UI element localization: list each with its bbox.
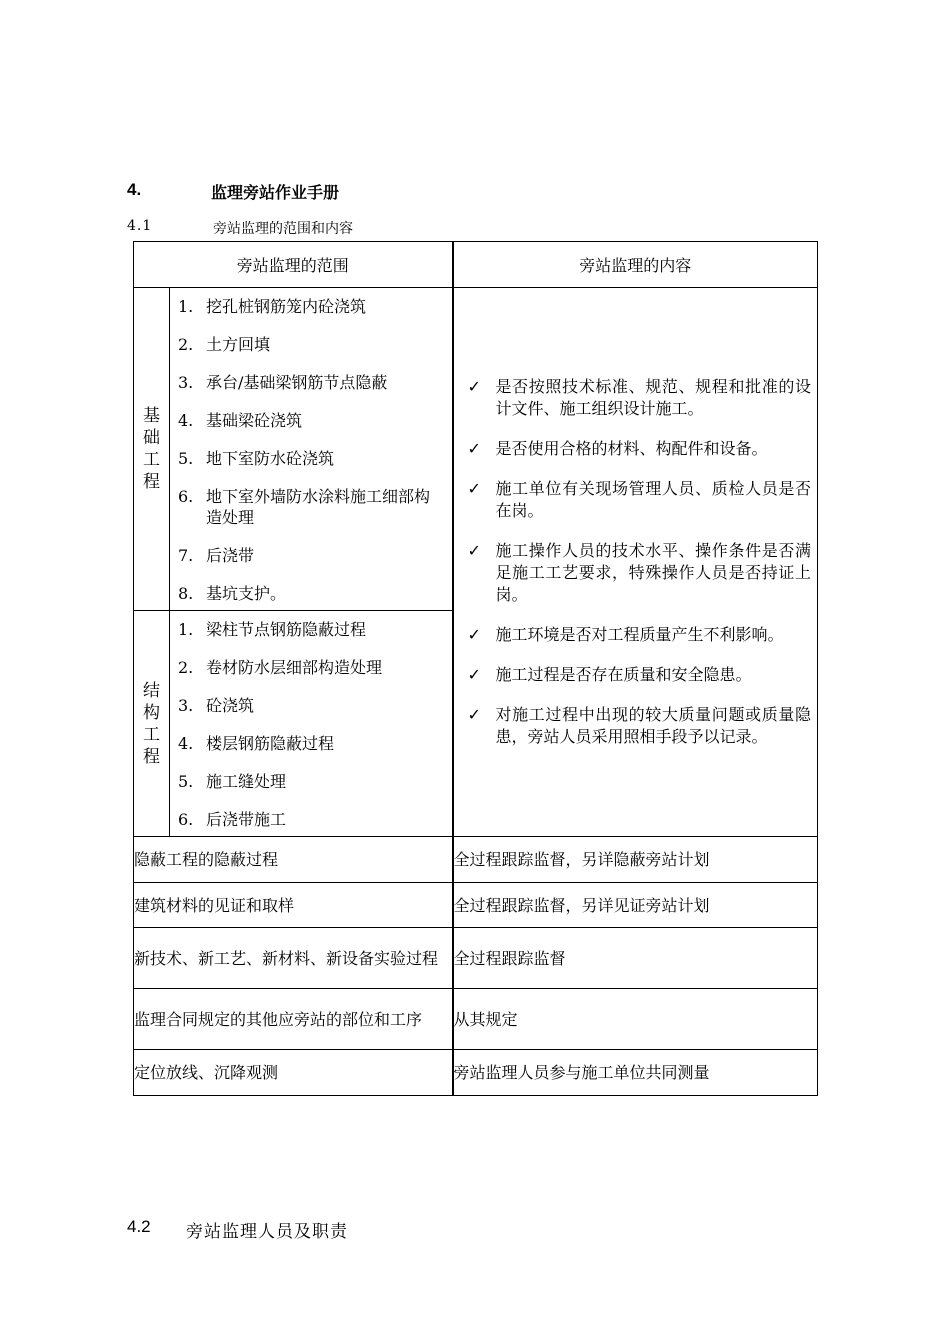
- check-icon: ✓: [467, 665, 481, 684]
- check-item: ✓ 是否按照技术标准、规范、规程和批准的设计文件、施工组织设计施工。: [467, 377, 812, 418]
- supervision-table: [133, 241, 818, 1096]
- row-scope: 定位放线、沉降观测: [134, 1050, 453, 1096]
- next-section-number: 4.2: [127, 1217, 151, 1236]
- subsection-title: 旁站监理的范围和内容: [213, 221, 353, 237]
- check-item: ✓ 施工单位有关现场管理人员、质检人员是否在岗。: [467, 479, 812, 520]
- table-row: [134, 837, 818, 883]
- content-checklist: [453, 288, 818, 837]
- structure-items: [170, 611, 453, 837]
- check-item: ✓ 对施工过程中出现的较大质量问题或质量隐患，旁站人员采用照相手段予以记录。: [467, 705, 812, 746]
- row-scope: 建筑材料的见证和取样: [134, 883, 453, 928]
- list-item: 5. 施工缝处理: [178, 772, 287, 791]
- list-item: 3. 承台/基础梁钢筋节点隐蔽: [178, 373, 388, 392]
- check-icon: ✓: [467, 377, 481, 396]
- list-item: 1. 挖孔桩钢筋笼内砼浇筑: [178, 297, 367, 316]
- row-scope: 新技术、新工艺、新材料、新设备实验过程: [134, 928, 453, 989]
- subsection-number: 4.1: [127, 218, 153, 234]
- header-scope: 旁站监理的范围: [134, 242, 453, 288]
- table-row: [134, 989, 818, 1050]
- row-content: 从其规定: [453, 989, 818, 1050]
- list-item: 2. 土方回填: [178, 335, 271, 354]
- header-content: 旁站监理的内容: [453, 242, 818, 288]
- list-item: 7. 后浇带: [178, 546, 255, 565]
- row-scope: 监理合同规定的其他应旁站的部位和工序: [134, 989, 453, 1050]
- row-content: 旁站监理人员参与施工单位共同测量: [453, 1050, 818, 1096]
- check-icon: ✓: [467, 479, 481, 498]
- table-row: [134, 928, 818, 989]
- list-item: 2. 卷材防水层细部构造处理: [178, 658, 383, 677]
- check-icon: ✓: [467, 705, 481, 724]
- check-item: ✓ 施工过程是否存在质量和安全隐患。: [467, 665, 752, 684]
- list-item: 6. 地下室外墙防水涂料施工细部构造处理: [178, 487, 431, 527]
- section-number: 4.: [127, 180, 142, 199]
- section-title: 监理旁站作业手册: [211, 183, 340, 202]
- foundation-items: [170, 288, 453, 611]
- check-icon: ✓: [467, 439, 481, 458]
- next-section-title: 旁站监理人员及职责: [186, 1222, 348, 1242]
- list-item: 4. 基础梁砼浇筑: [178, 411, 303, 430]
- row-scope: 隐蔽工程的隐蔽过程: [134, 837, 453, 883]
- category-foundation: 基 础 工 程: [134, 288, 170, 611]
- list-item: 3. 砼浇筑: [178, 696, 255, 715]
- check-icon: ✓: [467, 625, 481, 644]
- row-content: 全过程跟踪监督，另详隐蔽旁站计划: [453, 837, 818, 883]
- list-item: 5. 地下室防水砼浇筑: [178, 449, 335, 468]
- list-item: 8. 基坑支护。: [178, 584, 287, 603]
- row-content: 全过程跟踪监督: [453, 928, 818, 989]
- check-icon: ✓: [467, 541, 481, 560]
- check-item: ✓ 是否使用合格的材料、构配件和设备。: [467, 439, 768, 458]
- table-header-row: [134, 242, 818, 288]
- list-item: 4. 楼层钢筋隐蔽过程: [178, 734, 335, 753]
- list-item: 1. 梁柱节点钢筋隐蔽过程: [178, 620, 367, 639]
- category-structure: 结 构 工 程: [134, 611, 170, 837]
- table-row: [134, 1050, 818, 1096]
- check-item: ✓ 施工操作人员的技术水平、操作条件是否满足施工工艺要求，特殊操作人员是否持证上岗。: [467, 541, 812, 604]
- group-foundation-row: [134, 288, 818, 611]
- list-item: 6. 后浇带施工: [178, 810, 287, 829]
- check-item: ✓ 施工环境是否对工程质量产生不利影响。: [467, 625, 784, 644]
- table-row: [134, 883, 818, 928]
- row-content: 全过程跟踪监督，另详见证旁站计划: [453, 883, 818, 928]
